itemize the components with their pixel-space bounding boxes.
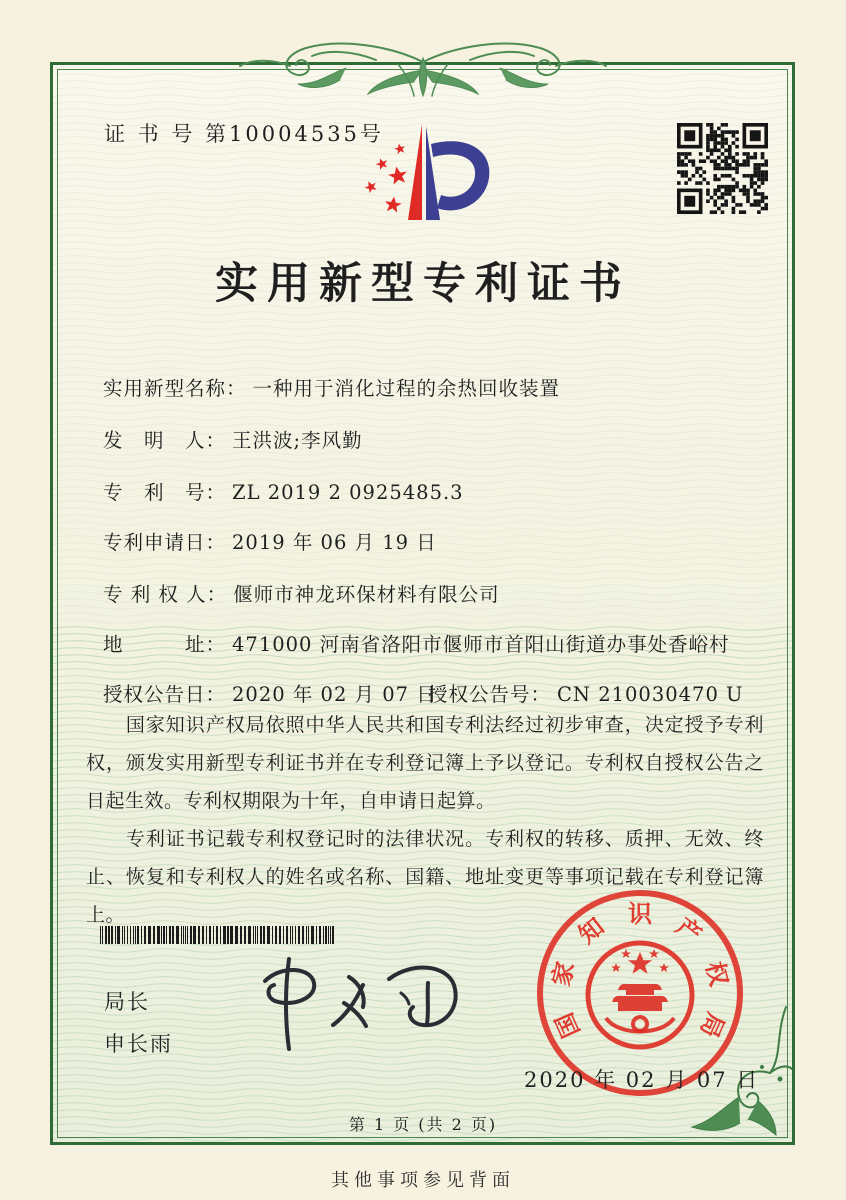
top-flourish-ornament bbox=[0, 24, 846, 108]
field-value: 2019 年 06 月 19 日 bbox=[232, 531, 437, 554]
director-title: 局长 bbox=[104, 990, 150, 1014]
field-grant-date bbox=[103, 679, 437, 707]
seal-character: 家 bbox=[546, 958, 580, 989]
field-value: 2020 年 02 月 07 日 bbox=[232, 683, 437, 706]
field-label: 实用新型名称： bbox=[103, 377, 247, 400]
qr-code-icon bbox=[677, 123, 768, 214]
field-utility-model-name bbox=[103, 373, 560, 401]
field-value: 王洪波;李风勤 bbox=[232, 429, 363, 452]
director-signature bbox=[225, 945, 475, 1063]
director-name: 申长雨 bbox=[104, 1032, 173, 1056]
field-value: 471000 河南省洛阳市偃师市首阳山街道办事处香峪村 bbox=[232, 633, 730, 656]
seal-character: 识 bbox=[628, 900, 652, 928]
field-filing-date bbox=[103, 527, 437, 555]
certificate-title: 实用新型专利证书 bbox=[215, 259, 631, 309]
field-label: 专 利 权 人： bbox=[103, 583, 228, 606]
certificate-number: 证 书 号 第10004535号 bbox=[104, 122, 384, 146]
field-label: 授权公告号： bbox=[428, 683, 552, 706]
field-patent-number bbox=[103, 477, 464, 505]
field-label: 专 利 号： bbox=[103, 481, 227, 504]
seal-character: 产 bbox=[670, 912, 707, 950]
field-value: CN 210030470 U bbox=[557, 683, 744, 706]
legal-paragraph-1: 国家知识产权局依照中华人民共和国专利法经过初步审查，决定授予专利权，颁发实用新型专利证书并在专利登记簿上予以登记。专利权自授权公告之日起生效。专利权期限为十年，自申请日起算。 bbox=[86, 714, 764, 812]
cnipa-patent-logo-icon bbox=[345, 110, 500, 232]
field-inventor bbox=[103, 425, 363, 453]
national-emblem-icon bbox=[580, 938, 700, 1052]
field-value: 一种用于消化过程的余热回收装置 bbox=[252, 377, 561, 400]
field-value: 偃师市神龙环保材料有限公司 bbox=[233, 583, 500, 606]
field-value: ZL 2019 2 0925485.3 bbox=[232, 481, 464, 504]
field-label: 地 址： bbox=[103, 633, 227, 656]
barcode-icon bbox=[100, 926, 335, 944]
field-label: 发 明 人： bbox=[103, 429, 227, 452]
field-grant-number bbox=[428, 679, 744, 707]
seal-character: 局 bbox=[694, 1008, 730, 1042]
seal-date: 2020 年 02 月 07 日 bbox=[524, 1068, 760, 1092]
seal-character: 知 bbox=[573, 912, 610, 950]
seal-character: 国 bbox=[550, 1008, 586, 1042]
field-label: 专利申请日： bbox=[103, 531, 227, 554]
field-patentee bbox=[103, 579, 500, 607]
field-address bbox=[103, 629, 730, 657]
legal-paragraph-2: 专利证书记载专利权登记时的法律状况。专利权的转移、质押、无效、终止、恢复和专利权人的姓名或名称、国籍、地址变更等事项记载在专利登记簿上。 bbox=[86, 828, 764, 926]
field-label: 授权公告日： bbox=[103, 683, 227, 706]
seal-character: 权 bbox=[700, 958, 734, 989]
page-number: 第 1 页 (共 2 页) bbox=[348, 1115, 498, 1134]
back-side-note: 其他事项参见背面 bbox=[331, 1170, 515, 1191]
